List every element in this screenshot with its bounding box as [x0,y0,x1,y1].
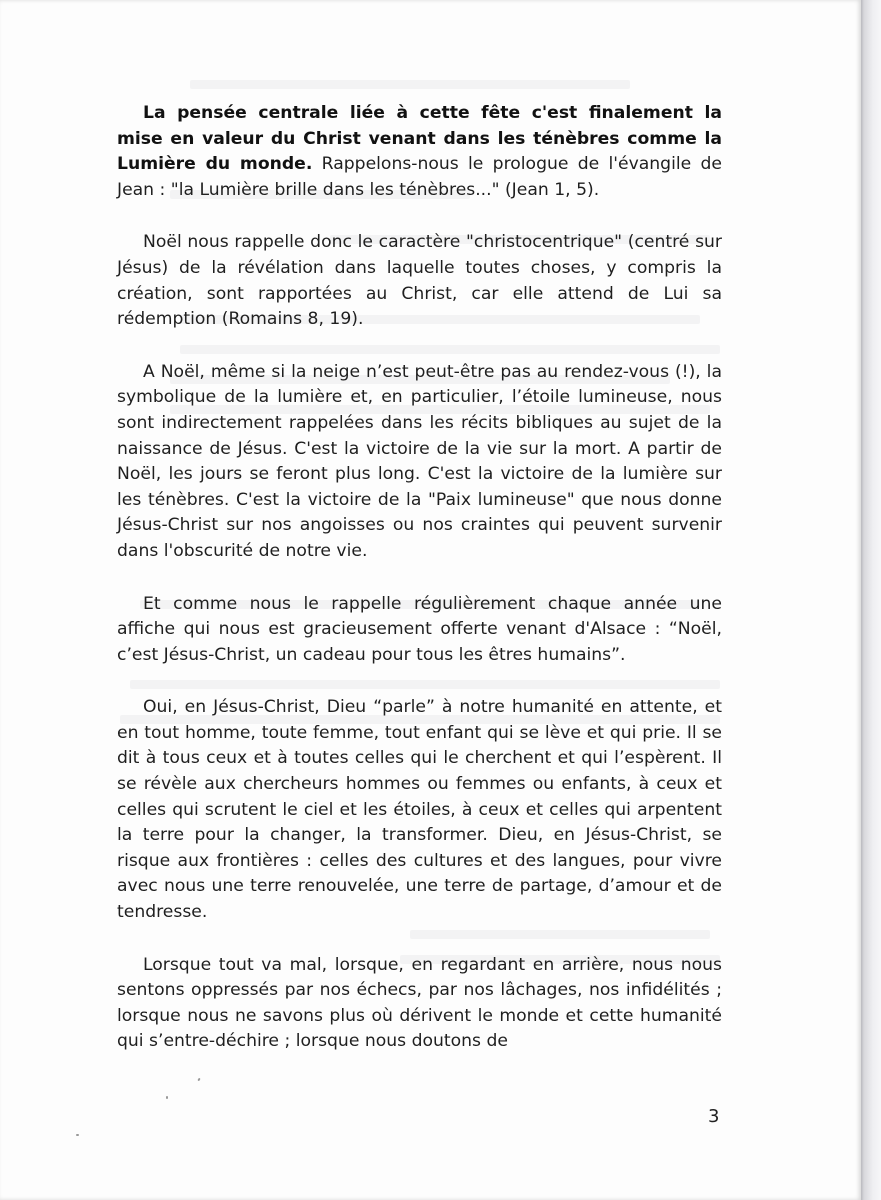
bold-lead-sentence: La pensée centrale liée à cette fête c'est finalement la mise en valeur du Christ venant dans les ténèbres comme la Lumière du monde. [117,103,722,175]
paragraph: Lorsque tout va mal, lorsque, en regardant en arrière, nous nous sentons oppressés par nos échecs, par nos lâchages, nos infidélités ; lorsque nous ne savons plus où dérivent le monde et cette humanité qui s’entre-déchire ; lorsque nous doutons de [117,954,722,1052]
paragraph: Oui, en Jésus-Christ, Dieu “parle” à notre humanité en attente, et en tout homme, toute femme, tout enfant qui se lève et qui prie. Il se dit à tous ceux et à toutes celles qui le cherchent et qui l’espèrent. Il se révèle aux chercheurs hommes ou femmes ou enfants, à ceux et celles qui scrutent le ciel et les étoiles, à ceux et celles qui arpentent la terre pour la changer, la transformer. Dieu, en Jésus-Christ, se risque aux frontières : celles des cultures et des langues, pour vivre avec nous une terre renouvelée, une terre de partage, d’amour et de tendresse. [117,697,722,923]
page-edge-shadow [861,0,881,1200]
page-number: 3 [708,1106,720,1127]
paragraph: Et comme nous le rappelle régulièrement chaque année une affiche qui nous est gracieusement offerte venant d'Alsace : “Noël, c’est Jésus-Christ, un cadeau pour tous les êtres humains”. [117,593,722,665]
paragraph: Noël nous rappelle donc le caractère "christocentrique" (centré sur Jésus) de la révélation dans laquelle toutes choses, y compris la création, sont rapportées au Christ, car elle attend de Lui sa rédemption (Romains 8, 19). [117,232,722,330]
document-body [117,101,722,1082]
paper-speck [166,1096,168,1099]
paragraph: A Noël, même si la neige n’est peut-être pas au rendez-vous (!), la symbolique de la lumière et, en particulier, l’étoile lumineuse, nous sont indirectement rappelées dans les récits bibliques au sujet de la naissance de Jésus. C'est la victoire de la vie sur la mort. A partir de Noël, les jours se feront plus long. C'est la victoire de la lumière sur les ténèbres. C'est la victoire de la "Paix lumineuse" que nous donne Jésus-Christ sur nos angoisses ou nos craintes qui peuvent survenir dans l'obscurité de notre vie. [117,361,722,561]
paragraph [117,101,722,203]
paper-speck [76,1134,79,1136]
paragraph-text: Rappelons-nous le prologue de l'évangile de Jean : "la Lumière brille dans les ténèbres..." (Jean 1, 5). [117,154,722,200]
